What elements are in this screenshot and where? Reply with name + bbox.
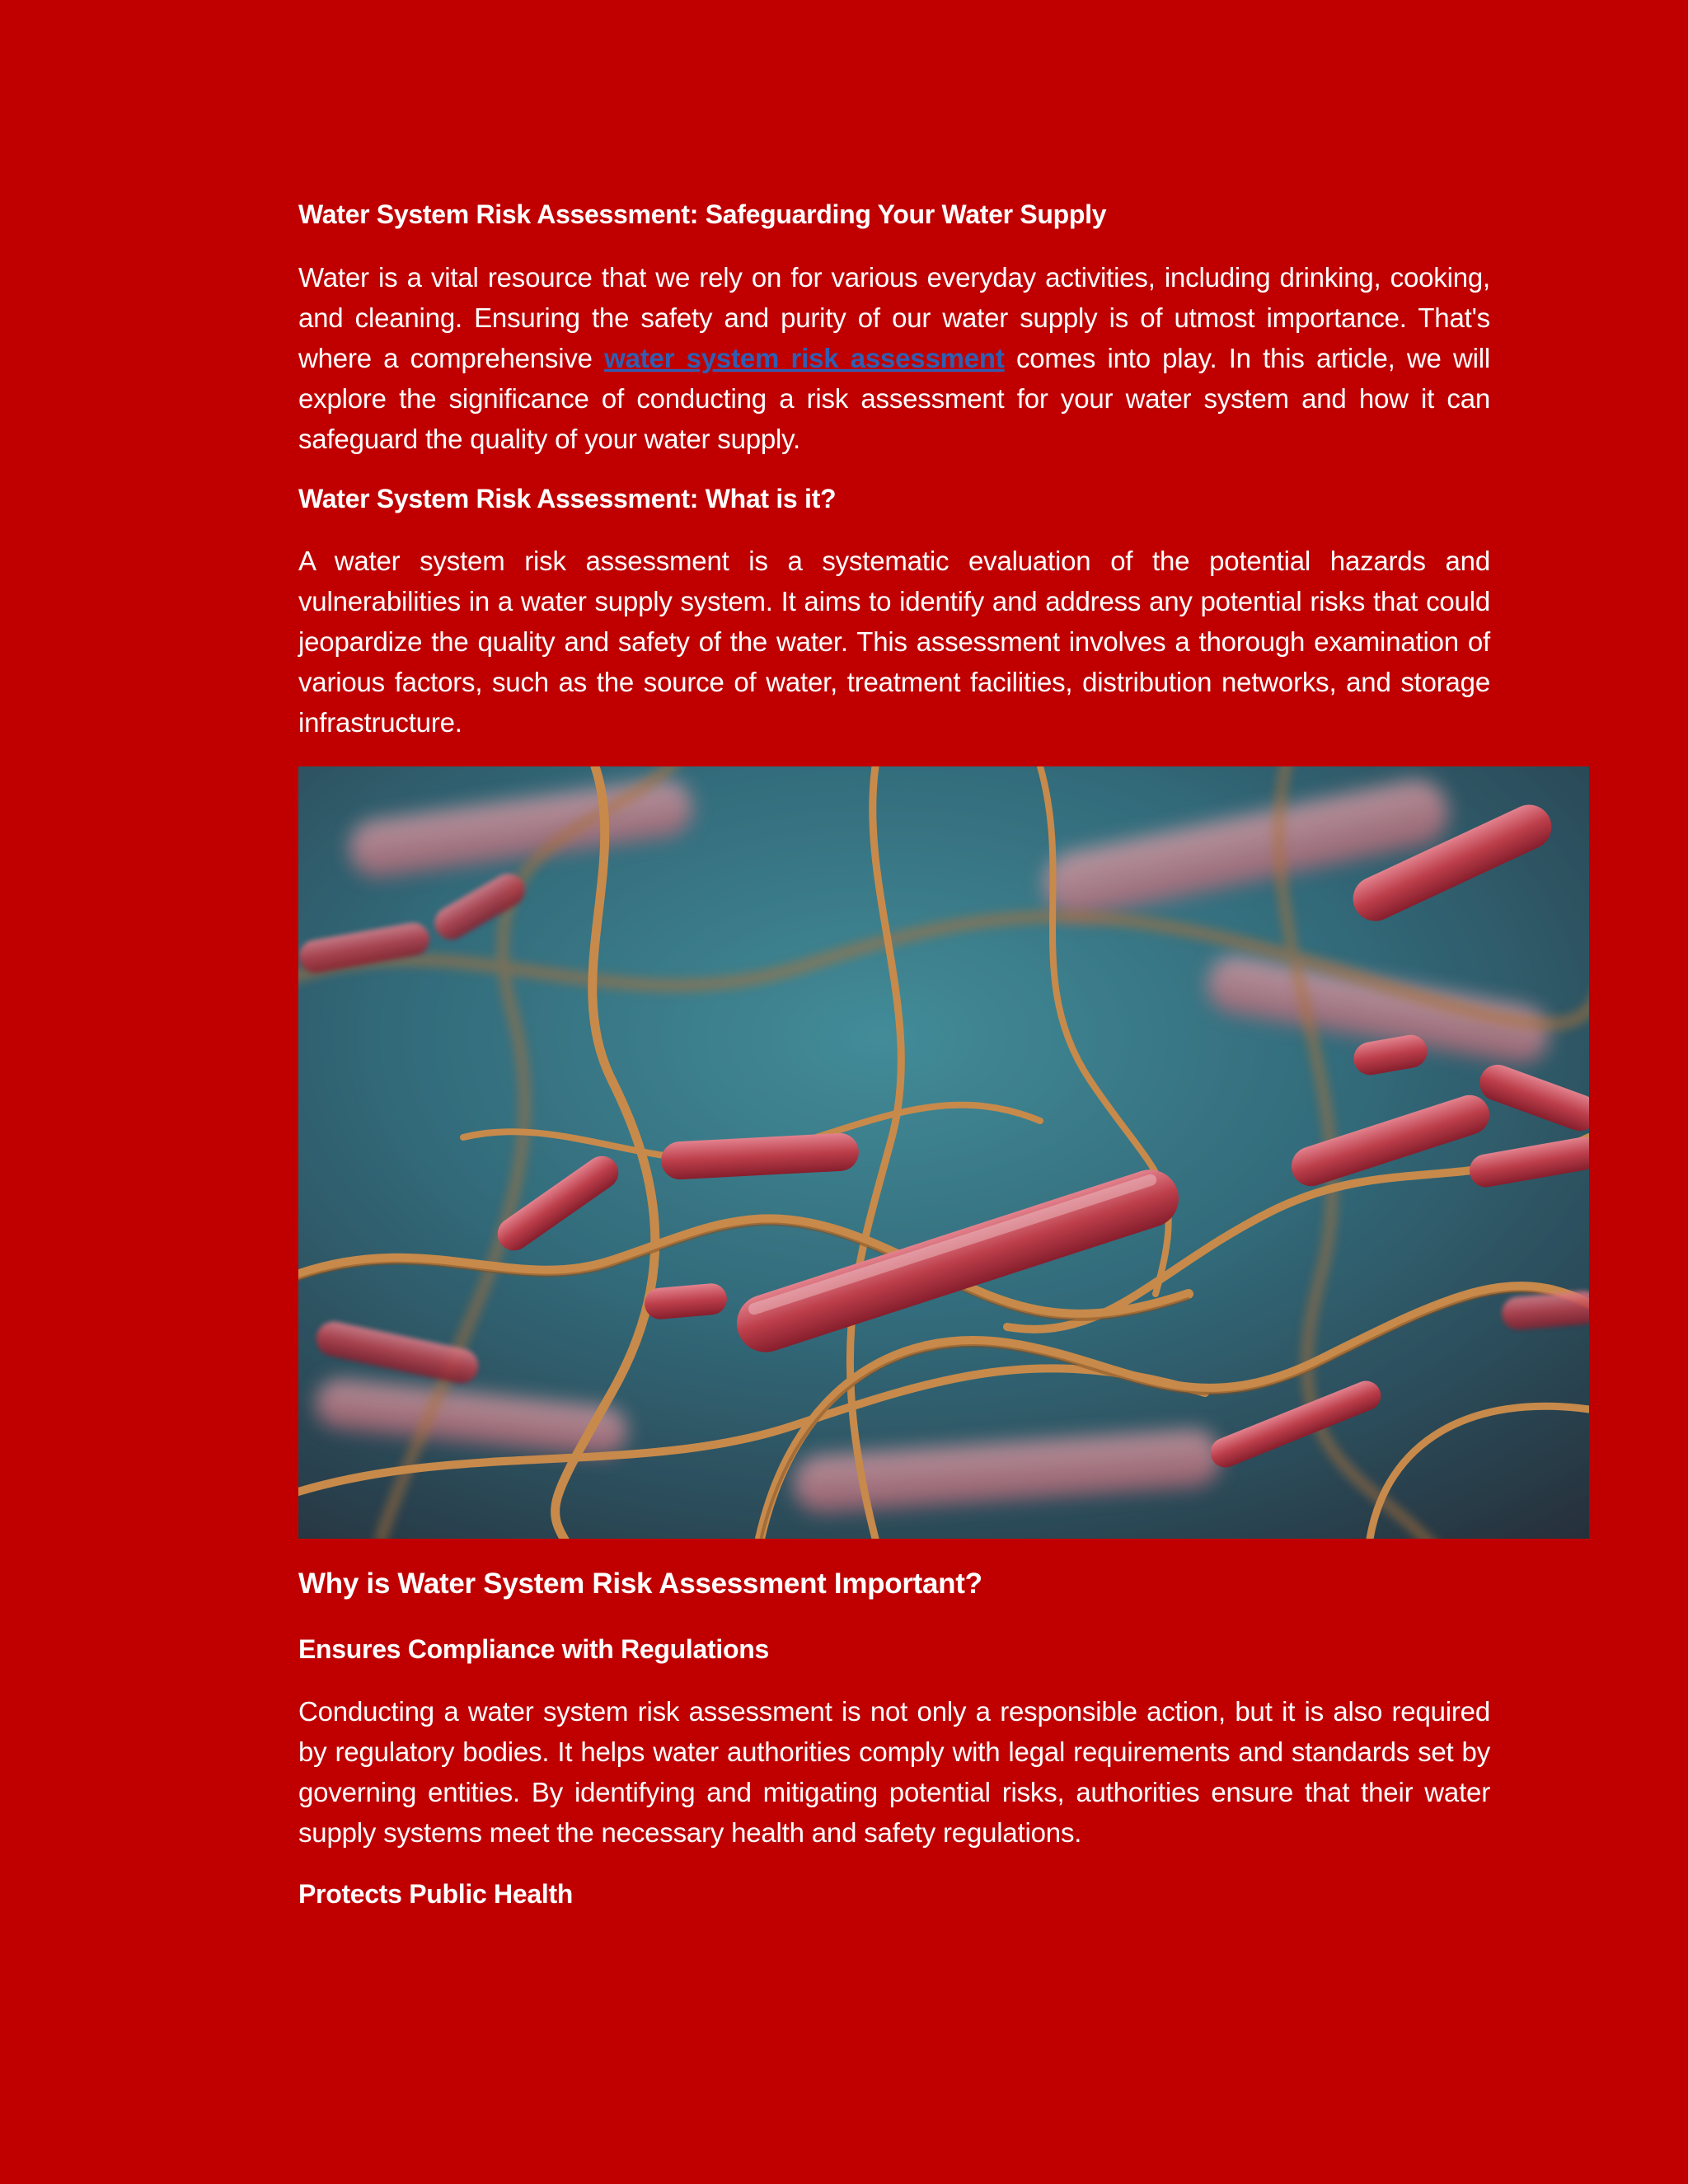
why-important-heading: Why is Water System Risk Assessment Important?: [298, 1568, 982, 1600]
what-is-it-paragraph: A water system risk assessment is a systematic evaluation of the potential hazards and vulnerabilities in a water supply system. It aims to identify and address any potential risks that could jeopardize the quality and safety of the water. This assessment involves a thorough examination of various factors, such as the source of water, treatment facilities, distribution networks, and storage infrastructure.: [298, 546, 1490, 738]
intro-paragraph: [298, 257, 1490, 459]
article-title: Water System Risk Assessment: Safeguarding Your Water Supply: [298, 199, 1107, 229]
public-health-heading: Protects Public Health: [298, 1879, 574, 1909]
what-is-it-heading: Water System Risk Assessment: What is it?: [298, 484, 837, 513]
bacteria-illustration-icon: [298, 766, 1589, 1539]
bacteria-image: [298, 766, 1589, 1539]
intro-text-before-link: Water is a vital resource that we rely on for various everyday activities, including drinking, cooking, and cleaning. Ensuring the safety and purity of our water supply is of utmost importance. That's where a comprehensive: [298, 262, 1490, 373]
compliance-paragraph: Conducting a water system risk assessment is not only a responsible action, but it is also required by regulatory bodies. It helps water authorities comply with legal requirements and standards set by governing entities. By identifying and mitigating potential risks, authorities ensure that their water supply systems meet the necessary health and safety regulations.: [298, 1696, 1490, 1848]
compliance-heading: Ensures Compliance with Regulations: [298, 1634, 769, 1664]
water-system-risk-assessment-link[interactable]: water system risk assessment: [604, 343, 1005, 373]
intro-text-after-link: comes into play. In this article, we will explore the significance of conducting a risk assessment for your water system and how it can safeguard the quality of your water supply.: [298, 343, 1490, 454]
